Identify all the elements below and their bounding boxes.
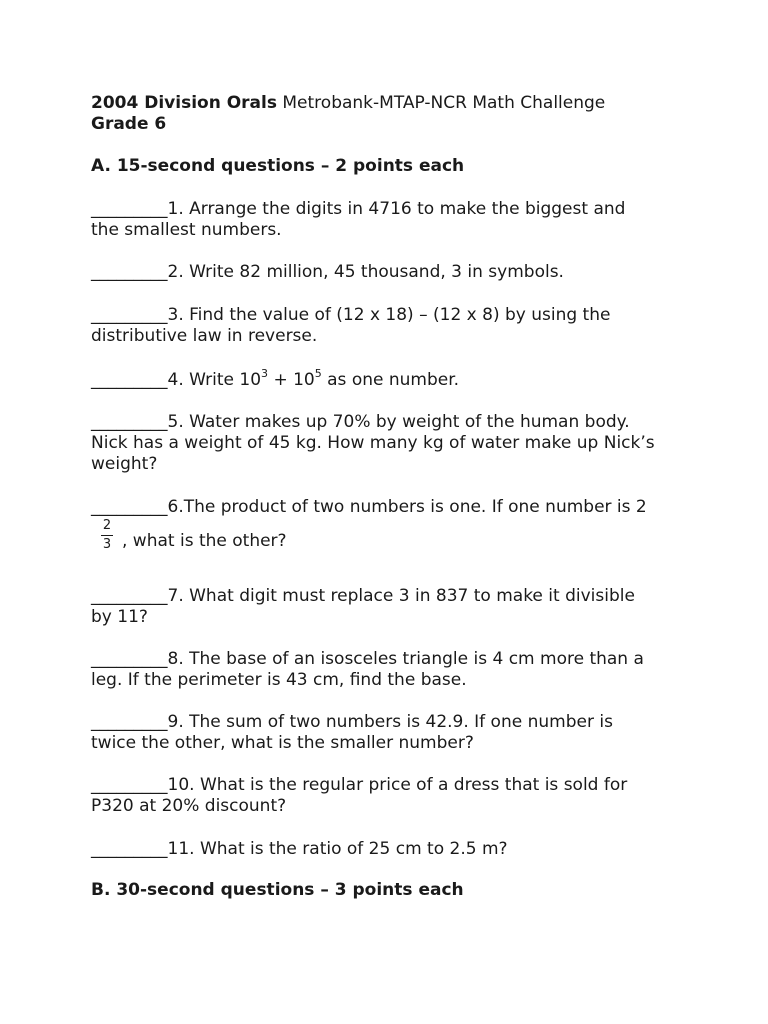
question-11	[91, 839, 508, 860]
question-text: 6.The product of two numbers is one. If one number is 2	[167, 497, 647, 517]
question-text: 9. The sum of two numbers is 42.9. If one number is	[167, 712, 613, 732]
question-1-cont: the smallest numbers.	[91, 220, 282, 240]
question-text-post: as one number.	[321, 370, 460, 390]
exponent: 5	[314, 367, 322, 381]
fraction-denominator: 3	[102, 537, 112, 552]
question-9	[91, 712, 613, 733]
question-10	[91, 775, 627, 796]
question-8-cont: leg. If the perimeter is 43 cm, find the base.	[91, 670, 467, 690]
answer-blank: _________	[91, 262, 168, 282]
answer-blank: _________	[91, 497, 168, 517]
question-3-cont: distributive law in reverse.	[91, 326, 318, 346]
title-rest: Metrobank-MTAP-NCR Math Challenge	[276, 93, 606, 113]
question-text: 10. What is the regular price of a dress that is sold for	[167, 775, 628, 795]
question-text-mid: + 10	[268, 370, 315, 390]
section-a-heading: A. 15-second questions – 2 points each	[91, 156, 465, 176]
answer-blank: _________	[91, 199, 168, 219]
section-b-heading: B. 30-second questions – 3 points each	[91, 880, 464, 900]
question-2	[91, 262, 564, 283]
grade-label: Grade 6	[91, 114, 167, 134]
question-5	[91, 412, 630, 433]
answer-blank: _________	[91, 649, 168, 669]
exponent: 3	[261, 367, 269, 381]
question-6-cont: , what is the other?	[122, 531, 287, 551]
answer-blank: _________	[91, 712, 168, 732]
answer-blank: _________	[91, 839, 168, 859]
question-text: 7. What digit must replace 3 in 837 to make it divisible	[167, 586, 635, 606]
question-9-cont: twice the other, what is the smaller number?	[91, 733, 474, 753]
question-4	[91, 367, 460, 391]
question-text: 3. Find the value of (12 x 18) – (12 x 8) by using the	[167, 305, 611, 325]
question-7-cont: by 11?	[91, 607, 148, 627]
question-5-cont: weight?	[91, 454, 158, 474]
question-text: 8. The base of an isosceles triangle is 4 cm more than a	[167, 649, 644, 669]
question-text-pre: 4. Write 10	[167, 370, 262, 390]
answer-blank: _________	[91, 412, 168, 432]
question-3	[91, 305, 610, 326]
question-text: 1. Arrange the digits in 4716 to make the biggest and	[167, 199, 626, 219]
question-1	[91, 199, 625, 220]
question-text: 11. What is the ratio of 25 cm to 2.5 m?	[167, 839, 508, 859]
answer-blank: _________	[91, 370, 168, 390]
title-bold: 2004 Division Orals	[91, 93, 277, 113]
question-text: 2. Write 82 million, 45 thousand, 3 in symbols.	[167, 262, 564, 282]
question-7	[91, 586, 635, 607]
question-6	[91, 497, 647, 518]
fraction	[101, 518, 113, 553]
question-10-cont: P320 at 20% discount?	[91, 796, 287, 816]
answer-blank: _________	[91, 586, 168, 606]
question-5-cont: Nick has a weight of 45 kg. How many kg of water make up Nick’s	[91, 433, 655, 453]
question-8	[91, 649, 644, 670]
fraction-numerator: 2	[101, 518, 113, 536]
question-text: 5. Water makes up 70% by weight of the human body.	[167, 412, 630, 432]
answer-blank: _________	[91, 775, 168, 795]
document-title	[91, 93, 605, 114]
answer-blank: _________	[91, 305, 168, 325]
